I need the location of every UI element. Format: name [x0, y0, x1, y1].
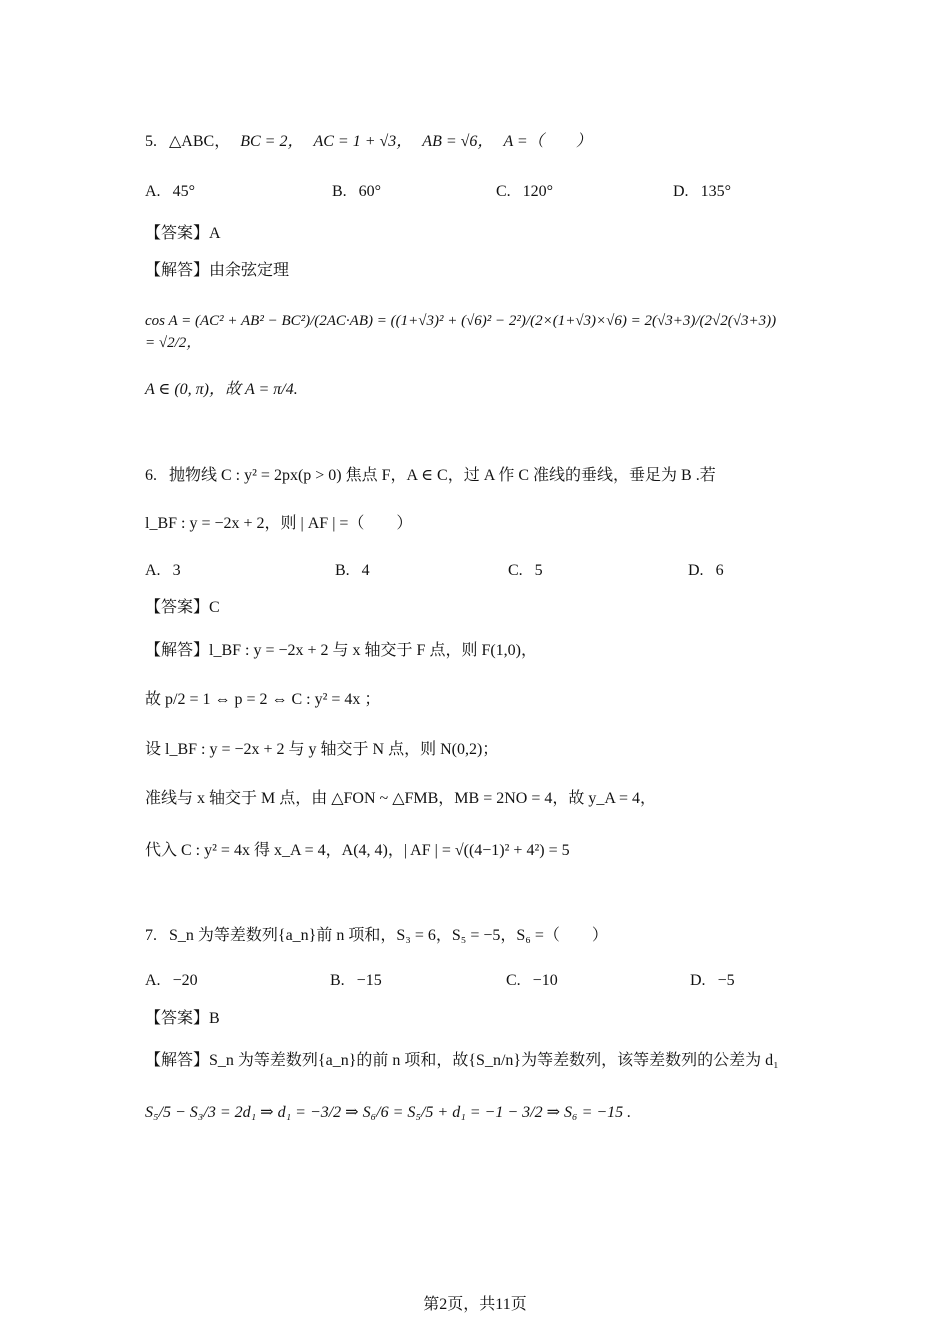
q5-stem: [145, 134, 592, 150]
solution-label: 【解答】: [145, 1052, 210, 1069]
option-label: D.: [690, 972, 706, 989]
q6-solution-line5: 代入 C : y² = 4x 得 x_A = 4，A(4, 4)，| AF | = √((4−1)² + 4²) = 5: [145, 842, 570, 859]
option-label: B.: [332, 183, 347, 200]
q7-option-b[interactable]: [330, 973, 382, 989]
solution-text: l_BF : y = −2x + 2 与 x 轴交于 F 点，则 F(1,0)，: [209, 642, 538, 659]
answer-value: B: [209, 1010, 220, 1027]
q6-stem-line1: [145, 468, 716, 484]
q5-ab: AB = √6，: [422, 133, 494, 150]
answer-value: C: [209, 599, 220, 616]
q6-answer: [145, 600, 220, 616]
q6-solution-line2: 故 p/2 = 1 ⇔ p = 2 ⇔ C : y² = 4x ；: [145, 691, 381, 708]
q7-option-d[interactable]: [690, 973, 735, 989]
option-label: A.: [145, 972, 161, 989]
option-label: B.: [330, 972, 345, 989]
option-text: −20: [172, 972, 198, 989]
option-text: 6: [715, 562, 724, 579]
q7-stem-text: S_n 为等差数列{a_n}前 n 项和，S₃ = 6，S₅ = −5，S₆ =（ ）: [169, 927, 608, 944]
option-text: −15: [356, 972, 382, 989]
option-label: A.: [145, 562, 161, 579]
q6-option-d[interactable]: [688, 563, 724, 579]
q6-stem-line2: l_BF : y = −2x + 2，则 | AF | =（ ）: [145, 515, 413, 532]
q6-solution-line3: 设 l_BF : y = −2x + 2 与 y 轴交于 N 点，则 N(0,2)；: [145, 741, 499, 758]
solution-text: S_n 为等差数列{a_n}的前 n 项和，故{S_n/n}为等差数列，该等差数列的公差为 d₁: [209, 1052, 779, 1069]
q7-solution-line1: [145, 1053, 779, 1069]
q7-option-c[interactable]: [506, 973, 558, 989]
q5-question: A =（ ）: [503, 133, 592, 150]
solution-intro-text: 由余弦定理: [209, 262, 290, 279]
answer-label: 【答案】: [145, 225, 210, 242]
q7-option-a[interactable]: [145, 973, 198, 989]
option-label: D.: [673, 183, 689, 200]
q5-solution-intro: [145, 263, 289, 279]
q6-option-c[interactable]: [508, 563, 543, 579]
answer-label: 【答案】: [145, 599, 210, 616]
q5-ac: AC = 1 + √3，: [313, 133, 413, 150]
option-label: C.: [496, 183, 511, 200]
q5-option-a[interactable]: [145, 184, 195, 200]
q5-option-d[interactable]: [673, 184, 731, 200]
page-footer: 第2页，共11页: [423, 1296, 527, 1313]
q6-solution-line1: [145, 643, 537, 659]
answer-value: A: [209, 225, 221, 242]
q7-answer: [145, 1011, 220, 1027]
option-label: B.: [335, 562, 350, 579]
option-text: 45°: [172, 183, 195, 200]
q5-number: 5.: [145, 133, 157, 150]
option-text: −10: [532, 972, 558, 989]
q6-option-b[interactable]: [335, 563, 370, 579]
q7-number: 7.: [145, 927, 157, 944]
option-text: 60°: [358, 183, 382, 200]
option-text: 5: [534, 562, 543, 579]
q6-solution-line4: 准线与 x 轴交于 M 点，由 △FON ~ △FMB，MB = 2NO = 4，故 y_A = 4，: [145, 790, 657, 807]
q5-option-b[interactable]: [332, 184, 381, 200]
q7-solution-line2: S₅/5 − S₃/3 = 2d₁ ⇒ d₁ = −3/2 ⇒ S₆/6 = S₅/5 + d₁ = −1 − 3/2 ⇒ S₆ = −15 .: [145, 1104, 632, 1121]
solution-label: 【解答】: [145, 262, 210, 279]
option-text: 3: [172, 562, 181, 579]
q7-stem: [145, 928, 608, 944]
option-text: 135°: [700, 183, 731, 200]
option-label: A.: [145, 183, 161, 200]
q6-stem-text1: 抛物线 C : y² = 2px(p > 0) 焦点 F，A ∈ C，过 A 作 C 准线的垂线，垂足为 B .若: [169, 467, 716, 484]
option-text: 120°: [522, 183, 554, 200]
q6-option-a[interactable]: [145, 563, 181, 579]
answer-label: 【答案】: [145, 1010, 210, 1027]
q5-conclusion: A ∈ (0, π)，故 A = π/4.: [145, 381, 298, 398]
q5-answer: [145, 226, 221, 242]
q5-formula: cos A = (AC² + AB² − BC²)/(2AC·AB) = ((1+√3)² + (√6)² − 2²)/(2×(1+√3)×√6) = 2(√3+3)/(2√2(√3+3)) = √2/2，: [145, 313, 777, 351]
q5-bc: BC = 2，: [240, 133, 304, 150]
option-text: 4: [361, 562, 370, 579]
q6-number: 6.: [145, 467, 157, 484]
option-label: C.: [506, 972, 521, 989]
q5-option-c[interactable]: [496, 184, 553, 200]
q5-triangle: △ABC，: [169, 133, 231, 150]
option-label: C.: [508, 562, 523, 579]
option-text: −5: [717, 972, 735, 989]
option-label: D.: [688, 562, 704, 579]
solution-label: 【解答】: [145, 642, 210, 659]
